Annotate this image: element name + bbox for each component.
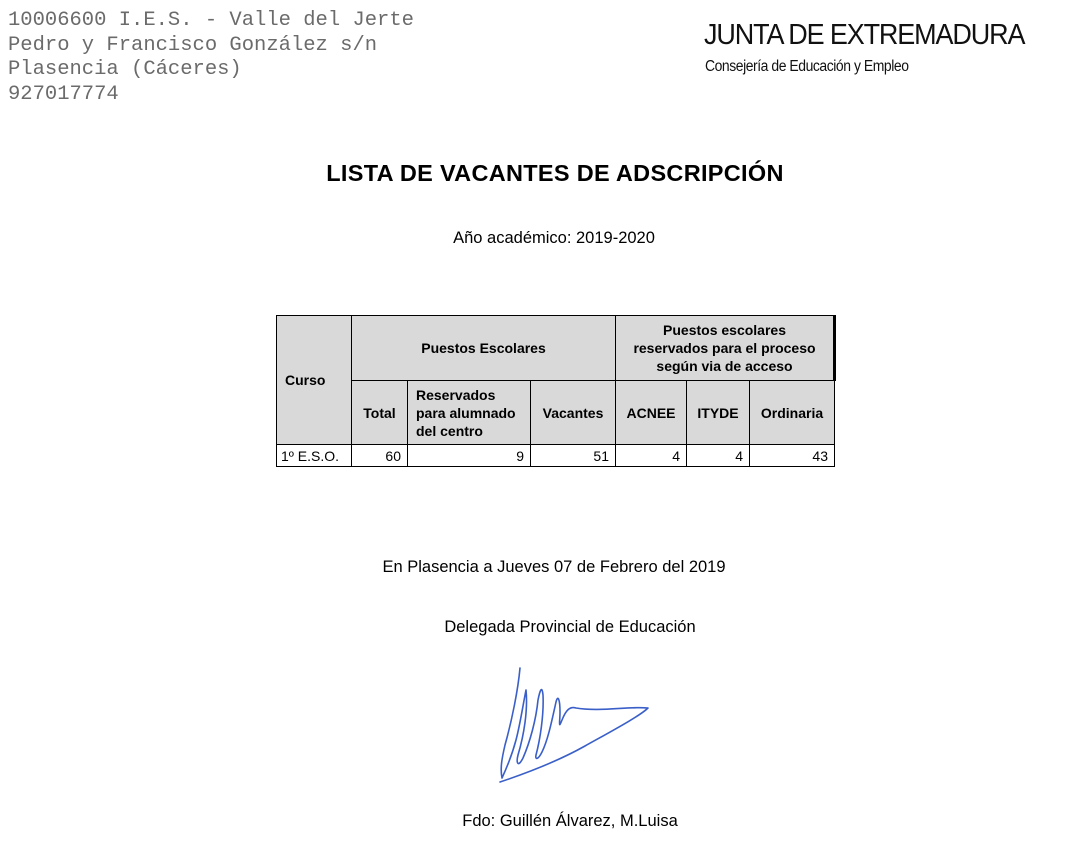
signer-role: Delegada Provincial de Educación xyxy=(444,618,696,636)
place-and-date: En Plasencia a Jueves 07 de Febrero del 2019 xyxy=(382,558,726,576)
organization-department: Consejería de Educación y Empleo xyxy=(705,58,909,75)
signer-name: Fdo: Guillén Álvarez, M.Luisa xyxy=(462,812,678,830)
handwritten-signature xyxy=(490,660,660,785)
header-reserved-access-line1: Puestos escolares xyxy=(663,322,786,338)
organization-name: JUNTA DE EXTREMADURA xyxy=(704,19,1025,51)
cell-vacancies: 51 xyxy=(531,445,616,467)
table-row xyxy=(277,445,835,467)
header-vacancies: Vacantes xyxy=(531,381,616,445)
header-acnee: ACNEE xyxy=(616,381,687,445)
header-ordinary: Ordinaria xyxy=(750,381,835,445)
document-title: LISTA DE VACANTES DE ADSCRIPCIÓN xyxy=(326,160,784,186)
cell-course: 1º E.S.O. xyxy=(277,445,352,467)
header-reserved-line1: Reservados xyxy=(416,386,496,403)
school-street: Pedro y Francisco González s/n xyxy=(8,33,378,57)
header-course: Curso xyxy=(277,316,352,445)
vacancies-table xyxy=(276,315,836,467)
school-city: Plasencia (Cáceres) xyxy=(8,58,242,82)
academic-year: Año académico: 2019-2020 xyxy=(453,229,655,247)
cell-ordinary: 43 xyxy=(750,445,835,467)
header-reserved-access-line2: reservados para el proceso xyxy=(633,340,816,356)
school-code-name: 10006600 I.E.S. - Valle del Jerte xyxy=(8,9,414,32)
header-reserved-access-line3: según via de acceso xyxy=(656,358,793,374)
school-phone: 927017774 xyxy=(8,83,119,107)
header-total: Total xyxy=(352,381,408,445)
cell-total: 60 xyxy=(352,445,408,467)
header-school-places-group: Puestos Escolares xyxy=(352,316,616,381)
header-ityde: ITYDE xyxy=(687,381,750,445)
header-reserved-line3: del centro xyxy=(416,422,483,439)
header-reserved-students xyxy=(408,381,531,445)
table-header-row-groups xyxy=(277,316,835,381)
cell-acnee: 4 xyxy=(616,445,687,467)
table-header-row-columns xyxy=(277,381,835,445)
header-reserved-line2: para alumnado xyxy=(416,404,516,421)
school-address-block xyxy=(8,9,414,108)
cell-ityde: 4 xyxy=(687,445,750,467)
cell-reserved: 9 xyxy=(408,445,531,467)
header-reserved-access-group xyxy=(616,316,835,381)
